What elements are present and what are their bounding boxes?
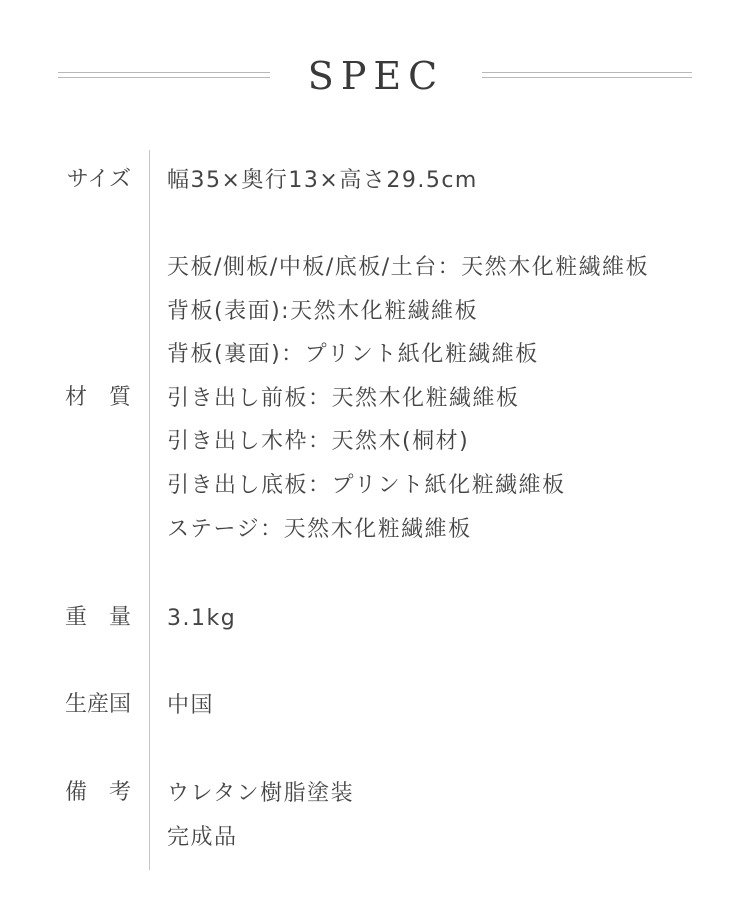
spec-values-weight [167, 597, 742, 641]
spec-values-origin [167, 684, 742, 728]
spec-values-material [167, 246, 742, 551]
header-rule-right [482, 72, 692, 78]
spec-value-line: 幅35×奥行13×高さ29.5cm [167, 168, 478, 193]
spec-value-line: 背板(表面):天然木化粧繊維板 [167, 298, 479, 324]
spec-value-line: 中国 [167, 693, 215, 718]
spec-value-line: 3.1kg [167, 606, 237, 631]
spec-value-line: ステージ：天然木化粧繊維板 [167, 516, 472, 542]
spec-value-line: 引き出し木枠：天然木(桐材) [167, 429, 470, 455]
spec-label-size: サイズ [66, 167, 131, 192]
spec-label-weight: 重 量 [64, 605, 131, 630]
spec-value-line: 完成品 [167, 824, 238, 850]
spec-values-notes [167, 772, 742, 859]
header-rule-left [58, 72, 270, 78]
spec-label-notes: 備 考 [64, 780, 131, 805]
column-divider [149, 150, 150, 870]
spec-value-line: ウレタン樹脂塗装 [167, 781, 355, 806]
spec-value-line: 背板(裏面)：プリント紙化粧繊維板 [167, 342, 539, 368]
spec-header [0, 48, 750, 104]
page-title: SPEC [307, 54, 445, 98]
spec-value-line: 引き出し底板：プリント紙化粧繊維板 [167, 472, 566, 498]
spec-value-line: 天板/側板/中板/底板/土台：天然木化粧繊維板 [167, 255, 650, 280]
spec-label-origin: 生産国 [64, 692, 131, 717]
spec-label-material: 材 質 [64, 385, 131, 410]
spec-values-size [167, 159, 742, 203]
spec-value-line: 引き出し前板：天然木化粧繊維板 [167, 385, 520, 411]
